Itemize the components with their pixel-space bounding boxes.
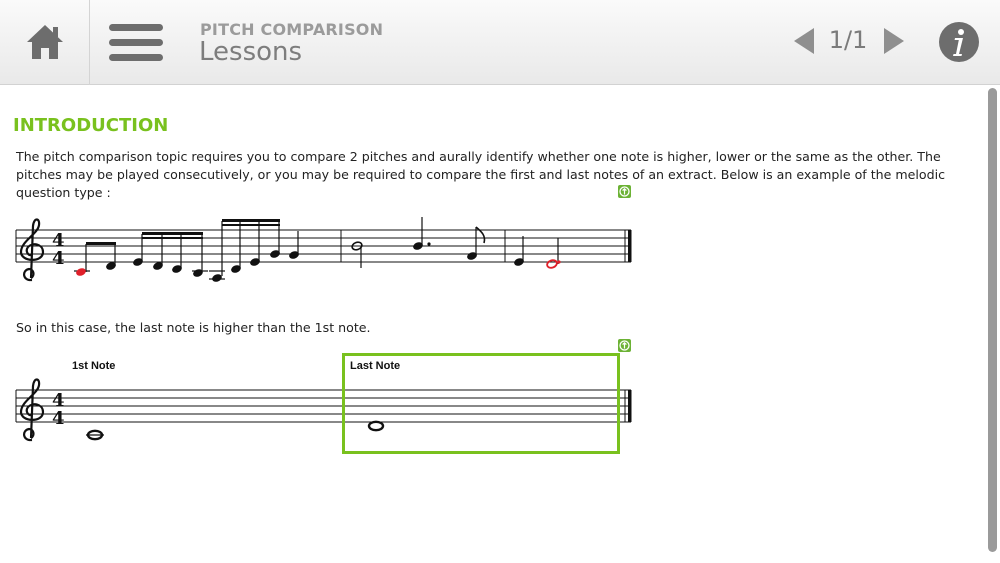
triangle-right-icon [882, 26, 906, 56]
time-sig-bottom: 4 [52, 408, 65, 429]
info-icon [938, 21, 980, 63]
treble-clef-icon [21, 380, 43, 441]
scrollbar-thumb[interactable] [988, 88, 997, 552]
info-button[interactable] [938, 21, 980, 63]
time-sig-top: 4 [52, 230, 65, 251]
section-label: PITCH COMPARISON [200, 20, 384, 39]
comparison-caption: So in this case, the last note is higher than the 1st note. [16, 320, 371, 335]
home-button[interactable] [0, 0, 90, 85]
menu-button[interactable] [92, 0, 184, 85]
page-indicator: 1/1 [828, 26, 868, 54]
time-sig-bottom: 4 [52, 248, 65, 269]
home-icon [26, 24, 64, 60]
first-note-label: 1st Note [72, 360, 116, 372]
next-page-button[interactable] [882, 26, 906, 56]
lesson-content [0, 86, 1000, 563]
page-title: Lessons [199, 37, 303, 67]
last-note-label: Last Note [350, 360, 401, 372]
triangle-left-icon [792, 26, 816, 56]
time-sig-top: 4 [52, 390, 65, 411]
last-note-highlight-box [342, 353, 620, 454]
intro-heading: INTRODUCTION [13, 115, 169, 136]
hamburger-menu-icon [109, 23, 165, 63]
previous-page-button[interactable] [792, 26, 816, 56]
intro-paragraph: The pitch comparison topic requires you to compare 2 pitches and aurally identify whether one note is higher, lower or the same as the other. The pitches may be played consecutively, or you may be required to compare the first and last notes of an extract. Below is an example of the melodic question type : [16, 149, 946, 200]
app-header [0, 0, 1000, 85]
